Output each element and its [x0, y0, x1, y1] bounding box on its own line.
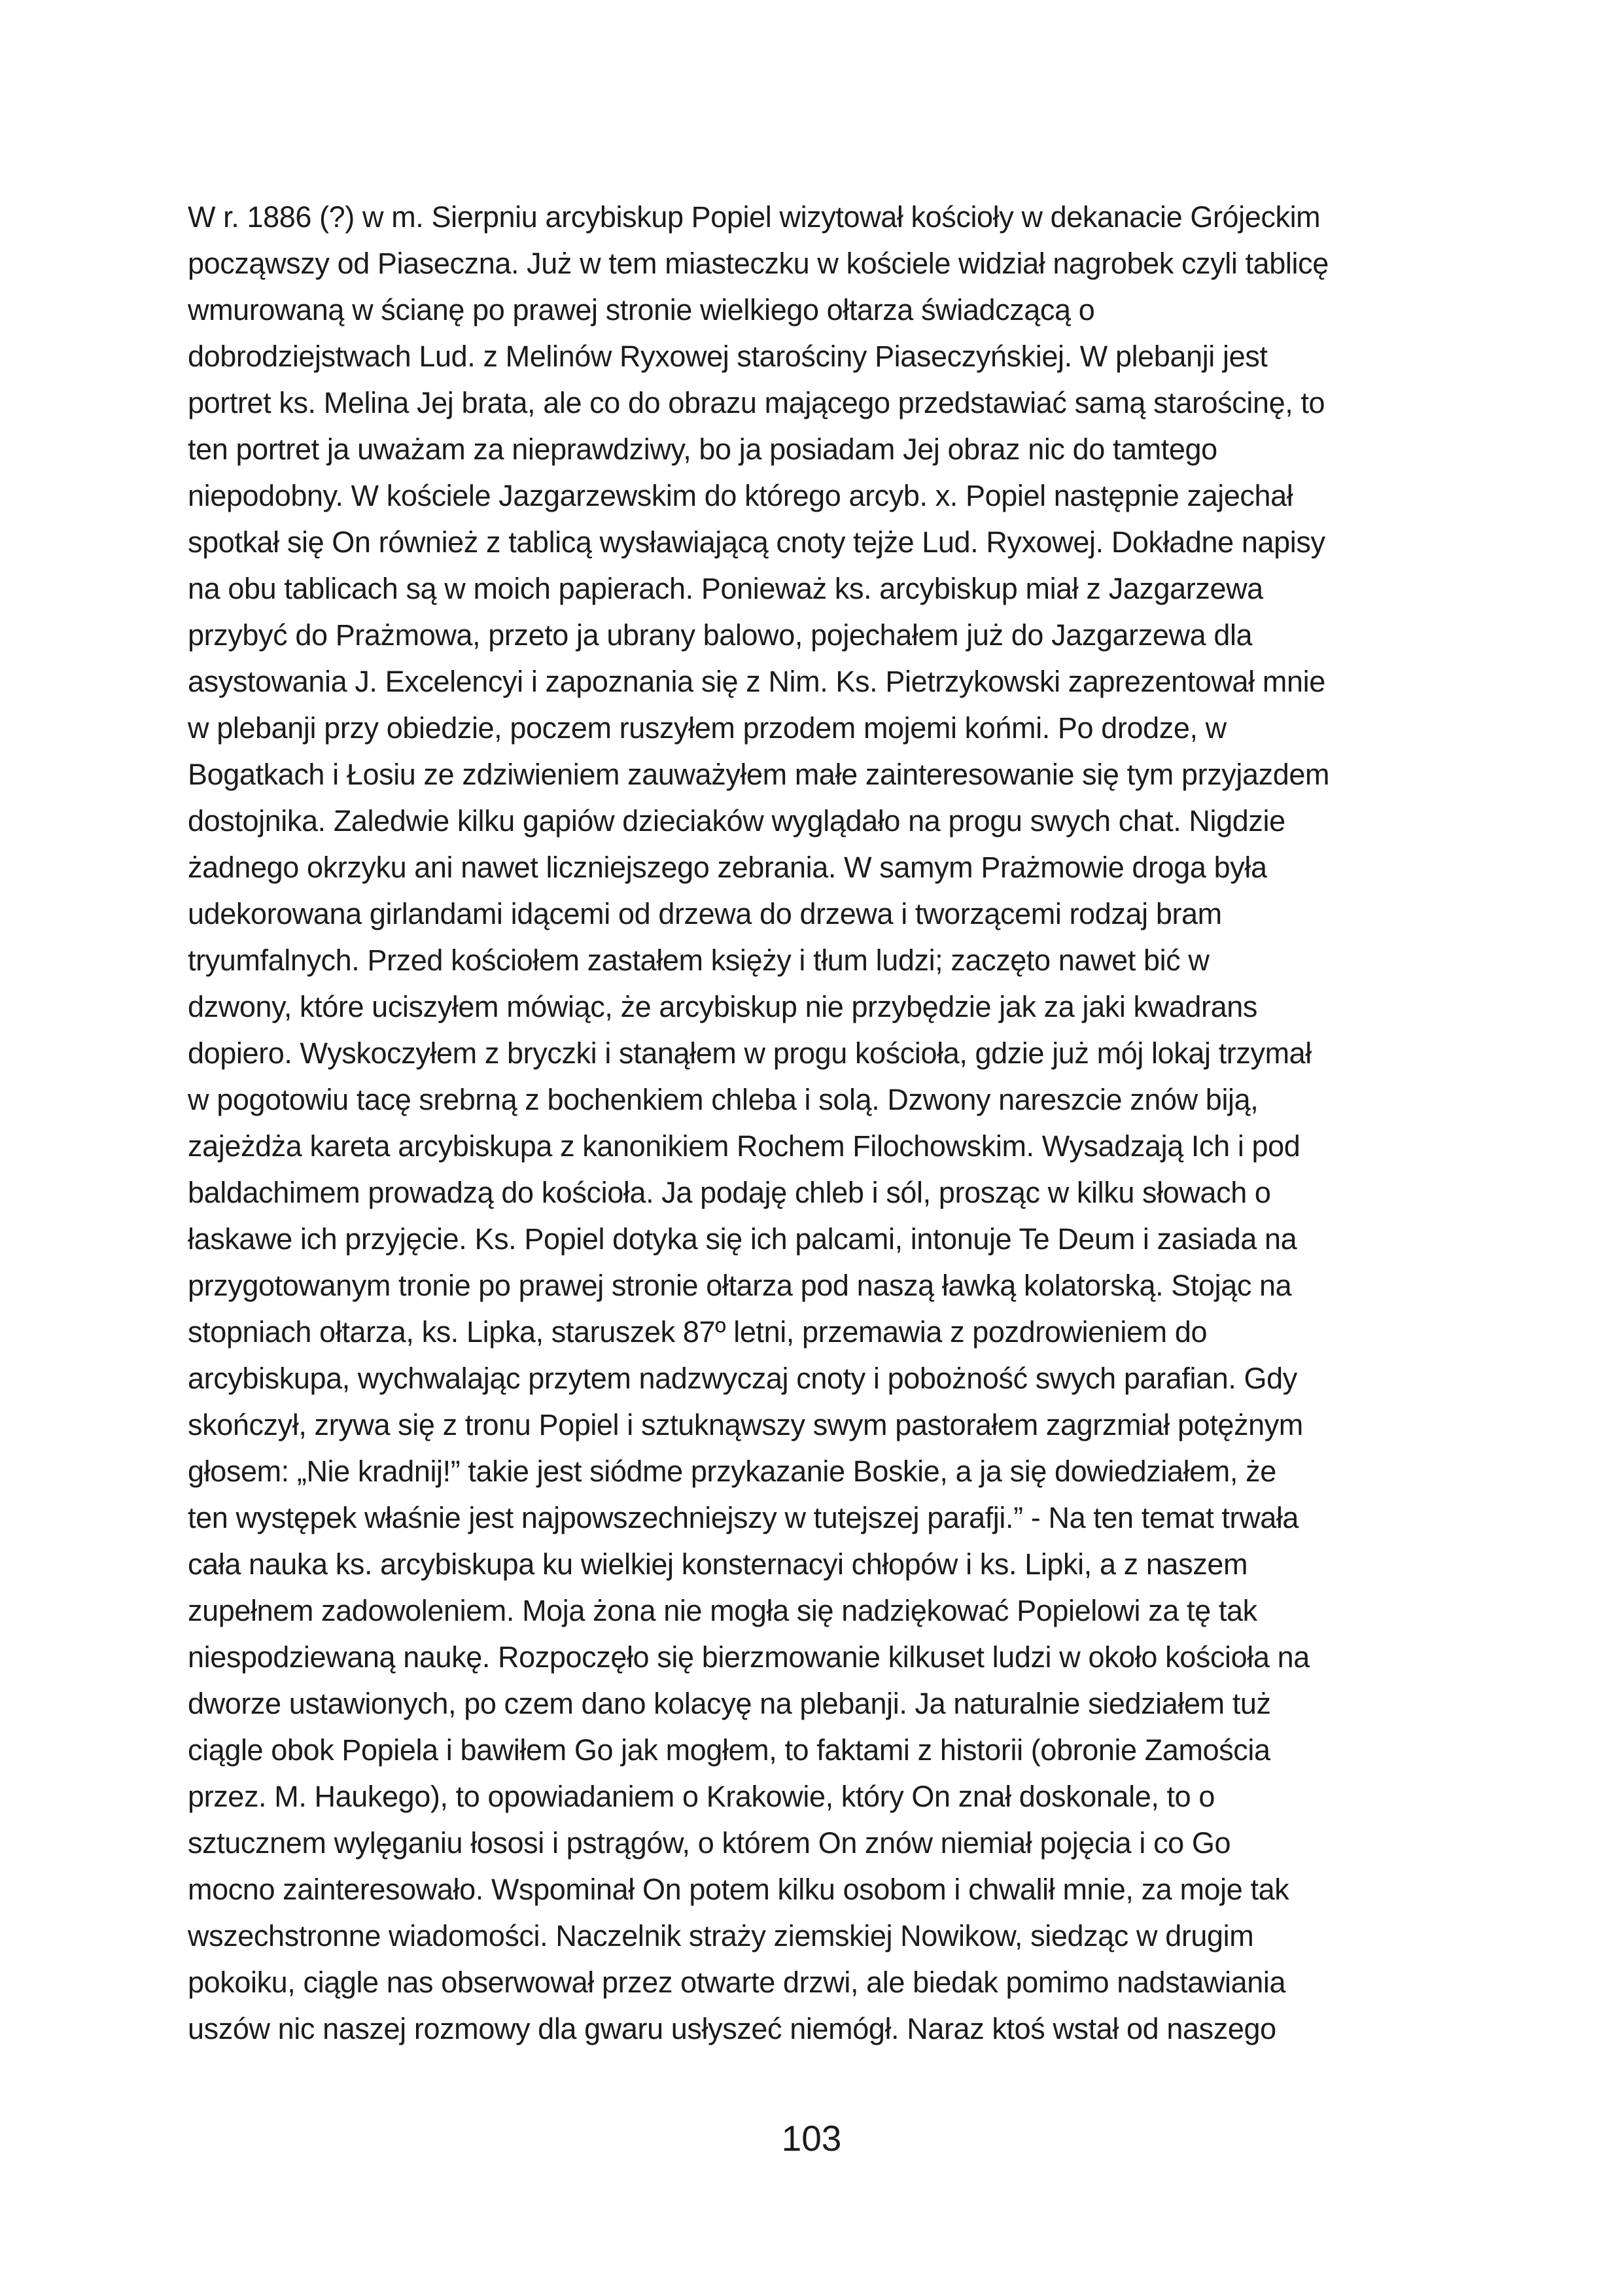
text-line: głosem: „Nie kradnij!” takie jest siódme przykazanie Boskie, a ja się dowiedziałem, że	[188, 1455, 1276, 1488]
text-line: w plebanji przy obiedzie, poczem ruszyłem przodem mojemi końmi. Po drodze, w	[188, 711, 1227, 745]
text-line: w pogotowiu tacę srebrną z bochenkiem chleba i solą. Dzwony nareszcie znów biją,	[188, 1083, 1259, 1116]
text-line: pokoiku, ciągle nas obserwował przez otwarte drzwi, ale biedak pomimo nadstawiania	[188, 1966, 1286, 1999]
text-line: udekorowana girlandami idącemi od drzewa do drzewa i tworzącemi rodzaj bram	[188, 897, 1222, 930]
text-line: zajeżdża kareta arcybiskupa z kanonikiem Rochem Filochowskim. Wysadzają Ich i pod	[188, 1129, 1300, 1163]
text-line: sztucznem wylęganiu łososi i pstrągów, o którem On znów niemiał pojęcia i co Go	[188, 1826, 1231, 1860]
text-line: ciągle obok Popiela i bawiłem Go jak mogłem, to faktami z historii (obronie Zamościa	[188, 1733, 1270, 1767]
text-line: wmurowaną w ścianę po prawej stronie wielkiego ołtarza świadczącą o	[188, 293, 1095, 327]
text-line: dopiero. Wyskoczyłem z bryczki i stanąłem w progu kościoła, gdzie już mój lokaj trzymał	[188, 1036, 1312, 1070]
text-line: dzwony, które uciszyłem mówiąc, że arcybiskup nie przybędzie jak za jaki kwadrans	[188, 990, 1257, 1023]
text-line: łaskawe ich przyjęcie. Ks. Popiel dotyka się ich palcami, intonuje Te Deum i zasiada na	[188, 1222, 1297, 1256]
text-line: począwszy od Piaseczna. Już w tem miasteczku w kościele widział nagrobek czyli tablicę	[188, 247, 1329, 280]
text-line: cała nauka ks. arcybiskupa ku wielkiej konsternacyi chłopów i ks. Lipki, a z naszem	[188, 1547, 1248, 1581]
text-line: przez. M. Haukego), to opowiadaniem o Krakowie, który On znał doskonale, to o	[188, 1780, 1215, 1813]
text-line: mocno zainteresowało. Wspominał On potem kilku osobom i chwalił mnie, za moje tak	[188, 1873, 1289, 1906]
text-line: arcybiskupa, wychwalając przytem nadzwyczaj cnoty i pobożność swych parafian. Gdy	[188, 1362, 1297, 1395]
text-line: zupełnem zadowoleniem. Moja żona nie mogła się nadziękować Popielowi za tę tak	[188, 1594, 1257, 1627]
text-line: uszów nic naszej rozmowy dla gwaru usłyszeć niemógł. Naraz ktoś wstał od naszego	[188, 2012, 1276, 2045]
text-line: niespodziewaną naukę. Rozpoczęło się bierzmowanie kilkuset ludzi w około kościoła na	[188, 1640, 1310, 1674]
text-line: stopniach ołtarza, ks. Lipka, staruszek 87º letni, przemawia z pozdrowieniem do	[188, 1315, 1208, 1349]
text-line: tryumfalnych. Przed kościołem zastałem księży i tłum ludzi; zaczęto nawet bić w	[188, 944, 1210, 977]
text-line: przygotowanym tronie po prawej stronie ołtarza pod naszą ławką kolatorską. Stojąc na	[188, 1269, 1292, 1302]
text-line: Bogatkach i Łosiu ze zdziwieniem zauważyłem małe zainteresowanie się tym przyjazdem	[188, 758, 1330, 791]
text-line: przybyć do Prażmowa, przeto ja ubrany balowo, pojechałem już do Jazgarzewa dla	[188, 618, 1253, 652]
text-line: niepodobny. W kościele Jazgarzewskim do którego arcyb. x. Popiel następnie zajechał	[188, 479, 1293, 512]
text-line: ten występek właśnie jest najpowszechniejszy w tutejszej parafji.” - Na ten temat trwała	[188, 1501, 1299, 1534]
text-line: portret ks. Melina Jej brata, ale co do obrazu mającego przedstawiać samą starościnę, to	[188, 386, 1325, 419]
text-line: skończył, zrywa się z tronu Popiel i sztuknąwszy swym pastorałem zagrzmiał potężnym	[188, 1408, 1303, 1441]
text-line: żadnego okrzyku ani nawet liczniejszego zebrania. W samym Prażmowie droga była	[188, 851, 1267, 884]
text-line: baldachimem prowadzą do kościoła. Ja podaję chleb i sól, prosząc w kilku słowach o	[188, 1176, 1271, 1209]
text-line: W r. 1886 (?) w m. Sierpniu arcybiskup Popiel wizytował kościoły w dekanacie Grójeckim	[188, 200, 1321, 234]
text-line: dobrodziejstwach Lud. z Melinów Ryxowej starościny Piaseczyńskiej. W plebanji jest	[188, 340, 1268, 373]
text-line: wszechstronne wiadomości. Naczelnik straży ziemskiej Nowikow, siedząc w drugim	[188, 1919, 1254, 1952]
text-line: ten portret ja uważam za nieprawdziwy, bo ja posiadam Jej obraz nic do tamtego	[188, 433, 1217, 466]
text-line: na obu tablicach są w moich papierach. Ponieważ ks. arcybiskup miał z Jazgarzewa	[188, 572, 1263, 605]
text-line: asystowania J. Excelencyi i zapoznania się z Nim. Ks. Pietrzykowski zaprezentował mnie	[188, 665, 1325, 698]
text-line: dostojnika. Zaledwie kilku gapiów dzieciaków wyglądało na progu swych chat. Nigdzie	[188, 804, 1285, 838]
page-text	[188, 194, 1450, 2052]
text-line: dworze ustawionych, po czem dano kolacyę na plebanji. Ja naturalnie siedziałem tuż	[188, 1687, 1271, 1720]
text-line: spotkał się On również z tablicą wysławiającą cnoty tejże Lud. Ryxowej. Dokładne napisy	[188, 525, 1325, 559]
page-number: 103	[781, 2118, 842, 2159]
